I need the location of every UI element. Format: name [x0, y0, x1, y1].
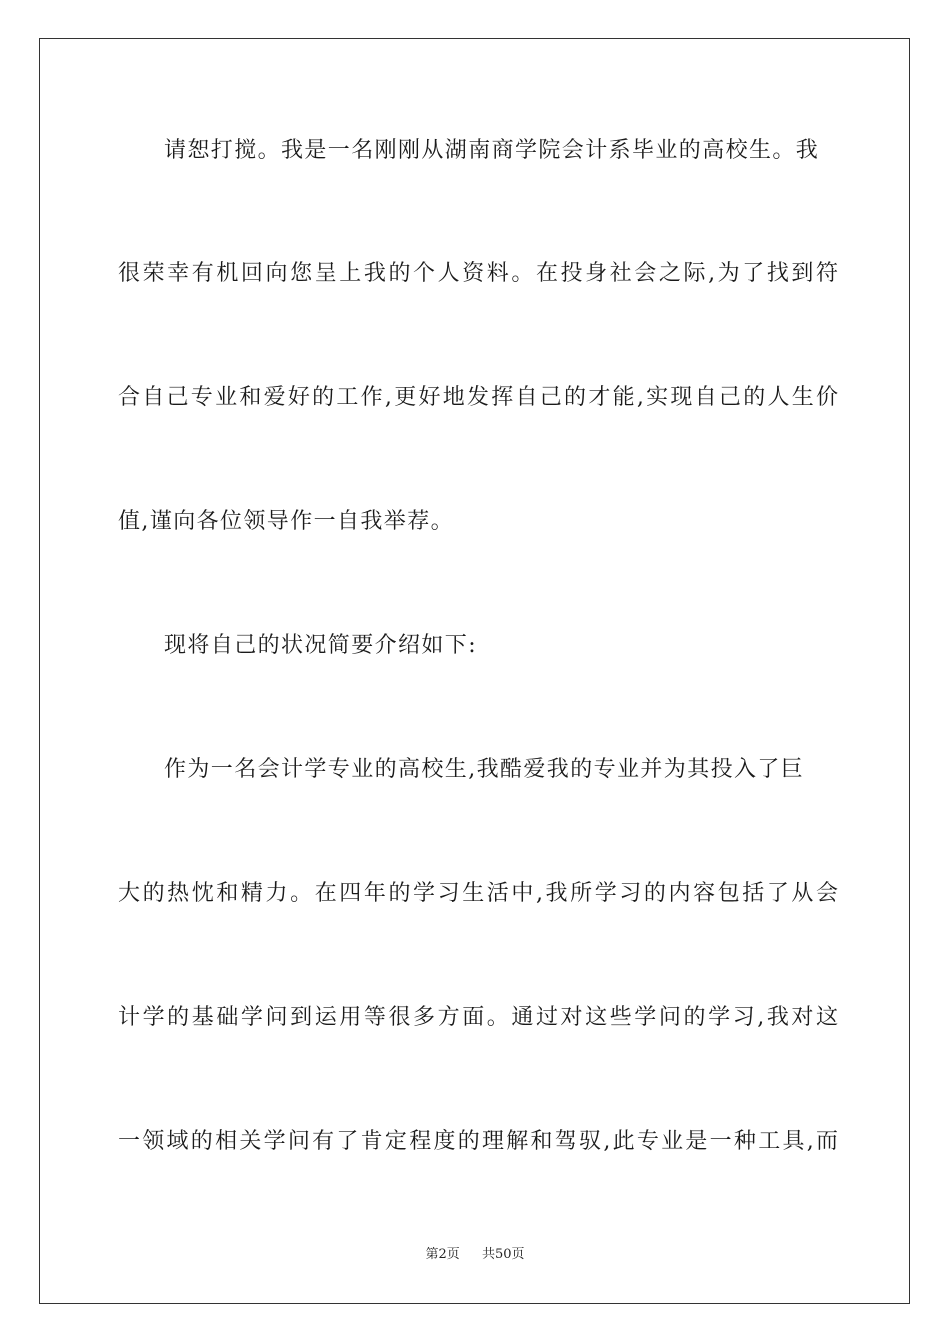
text-line: 计学的基础学问到运用等很多方面。通过对这些学问的学习,我对这 [118, 1005, 838, 1030]
page-total: 共50页 [482, 1247, 525, 1262]
text-line: 很荣幸有机回向您呈上我的个人资料。在投身社会之际,为了找到符 [118, 261, 838, 286]
text-line: 现将自己的状况简要介绍如下: [164, 633, 478, 658]
text-line: 值,谨向各位领导作一自我举荐。 [118, 509, 454, 534]
text-line: 大的热忱和精力。在四年的学习生活中,我所学习的内容包括了从会 [118, 881, 838, 906]
page-frame [39, 38, 910, 1304]
page-number: 第2页 [425, 1247, 460, 1262]
text-line: 作为一名会计学专业的高校生,我酷爱我的专业并为其投入了巨 [164, 757, 805, 782]
text-line: 请恕打搅。我是一名刚刚从湖南商学院会计系毕业的高校生。我 [164, 138, 820, 163]
text-line: 一领域的相关学问有了肯定程度的理解和驾驭,此专业是一种工具,而 [118, 1129, 838, 1154]
text-line: 合自己专业和爱好的工作,更好地发挥自己的才能,实现自己的人生价 [118, 385, 838, 410]
page-footer [0, 1246, 950, 1264]
